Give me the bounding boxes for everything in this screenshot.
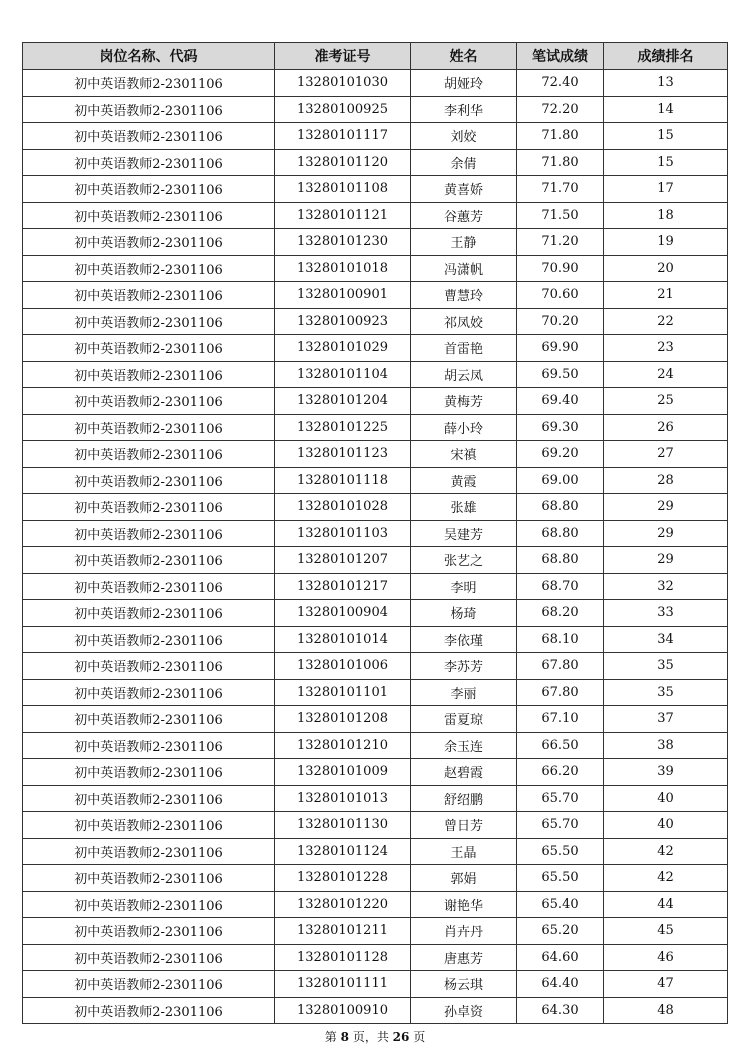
footer-suffix: 页 bbox=[413, 1030, 426, 1044]
cell-position: 初中英语教师2-2301106 bbox=[23, 467, 275, 494]
table-row bbox=[23, 176, 728, 203]
cell-score: 65.40 bbox=[517, 891, 604, 918]
cell-name: 黄霞 bbox=[411, 467, 517, 494]
cell-score: 71.70 bbox=[517, 176, 604, 203]
cell-score: 67.80 bbox=[517, 653, 604, 680]
cell-position: 初中英语教师2-2301106 bbox=[23, 308, 275, 335]
cell-rank: 27 bbox=[604, 441, 728, 468]
cell-exam-id: 13280101130 bbox=[275, 812, 411, 839]
cell-score: 69.40 bbox=[517, 388, 604, 415]
table-row bbox=[23, 255, 728, 282]
cell-exam-id: 13280101228 bbox=[275, 865, 411, 892]
cell-rank: 44 bbox=[604, 891, 728, 918]
cell-position: 初中英语教师2-2301106 bbox=[23, 679, 275, 706]
cell-score: 66.50 bbox=[517, 732, 604, 759]
cell-position: 初中英语教师2-2301106 bbox=[23, 865, 275, 892]
cell-rank: 42 bbox=[604, 865, 728, 892]
header-score: 笔试成绩 bbox=[517, 43, 604, 70]
table-row bbox=[23, 679, 728, 706]
cell-position: 初中英语教师2-2301106 bbox=[23, 891, 275, 918]
cell-exam-id: 13280101111 bbox=[275, 971, 411, 998]
footer-prefix: 第 bbox=[324, 1030, 337, 1044]
cell-position: 初中英语教师2-2301106 bbox=[23, 918, 275, 945]
table-row bbox=[23, 308, 728, 335]
cell-exam-id: 13280101121 bbox=[275, 202, 411, 229]
cell-rank: 29 bbox=[604, 547, 728, 574]
cell-score: 69.30 bbox=[517, 414, 604, 441]
table-row bbox=[23, 891, 728, 918]
cell-rank: 40 bbox=[604, 785, 728, 812]
cell-rank: 26 bbox=[604, 414, 728, 441]
cell-name: 李明 bbox=[411, 573, 517, 600]
cell-name: 舒绍鹏 bbox=[411, 785, 517, 812]
cell-exam-id: 13280101204 bbox=[275, 388, 411, 415]
cell-score: 67.80 bbox=[517, 679, 604, 706]
cell-rank: 20 bbox=[604, 255, 728, 282]
cell-exam-id: 13280101120 bbox=[275, 149, 411, 176]
cell-position: 初中英语教师2-2301106 bbox=[23, 123, 275, 150]
cell-score: 71.80 bbox=[517, 149, 604, 176]
cell-position: 初中英语教师2-2301106 bbox=[23, 547, 275, 574]
cell-position: 初中英语教师2-2301106 bbox=[23, 282, 275, 309]
cell-rank: 35 bbox=[604, 653, 728, 680]
cell-position: 初中英语教师2-2301106 bbox=[23, 997, 275, 1024]
cell-score: 64.60 bbox=[517, 944, 604, 971]
cell-rank: 38 bbox=[604, 732, 728, 759]
cell-score: 67.10 bbox=[517, 706, 604, 733]
table-row bbox=[23, 149, 728, 176]
footer-page-number: 8 bbox=[340, 1030, 349, 1044]
cell-rank: 47 bbox=[604, 971, 728, 998]
cell-position: 初中英语教师2-2301106 bbox=[23, 202, 275, 229]
cell-score: 68.10 bbox=[517, 626, 604, 653]
cell-score: 68.20 bbox=[517, 600, 604, 627]
header-name: 姓名 bbox=[411, 43, 517, 70]
cell-position: 初中英语教师2-2301106 bbox=[23, 229, 275, 256]
cell-rank: 23 bbox=[604, 335, 728, 362]
cell-score: 71.20 bbox=[517, 229, 604, 256]
cell-position: 初中英语教师2-2301106 bbox=[23, 361, 275, 388]
cell-exam-id: 13280100901 bbox=[275, 282, 411, 309]
cell-score: 68.80 bbox=[517, 547, 604, 574]
cell-exam-id: 13280101207 bbox=[275, 547, 411, 574]
cell-rank: 25 bbox=[604, 388, 728, 415]
cell-exam-id: 13280101104 bbox=[275, 361, 411, 388]
cell-name: 唐惠芳 bbox=[411, 944, 517, 971]
cell-score: 68.70 bbox=[517, 573, 604, 600]
cell-exam-id: 13280101123 bbox=[275, 441, 411, 468]
cell-score: 64.40 bbox=[517, 971, 604, 998]
cell-rank: 18 bbox=[604, 202, 728, 229]
cell-name: 谷蕙芳 bbox=[411, 202, 517, 229]
cell-score: 70.20 bbox=[517, 308, 604, 335]
table-row bbox=[23, 467, 728, 494]
cell-name: 黄喜娇 bbox=[411, 176, 517, 203]
table-row bbox=[23, 123, 728, 150]
cell-rank: 32 bbox=[604, 573, 728, 600]
table-row bbox=[23, 494, 728, 521]
page-footer bbox=[0, 1028, 750, 1045]
cell-exam-id: 13280101225 bbox=[275, 414, 411, 441]
cell-exam-id: 13280101018 bbox=[275, 255, 411, 282]
table-row bbox=[23, 759, 728, 786]
table-row bbox=[23, 706, 728, 733]
score-table-container bbox=[22, 42, 727, 1024]
cell-score: 71.80 bbox=[517, 123, 604, 150]
table-row bbox=[23, 520, 728, 547]
cell-rank: 28 bbox=[604, 467, 728, 494]
table-row bbox=[23, 388, 728, 415]
header-position: 岗位名称、代码 bbox=[23, 43, 275, 70]
cell-rank: 29 bbox=[604, 520, 728, 547]
cell-rank: 17 bbox=[604, 176, 728, 203]
cell-rank: 13 bbox=[604, 70, 728, 97]
footer-total-pages: 26 bbox=[392, 1030, 410, 1044]
table-row bbox=[23, 971, 728, 998]
table-row bbox=[23, 918, 728, 945]
cell-exam-id: 13280101230 bbox=[275, 229, 411, 256]
cell-name: 郭娟 bbox=[411, 865, 517, 892]
table-row bbox=[23, 626, 728, 653]
cell-exam-id: 13280100925 bbox=[275, 96, 411, 123]
cell-exam-id: 13280101108 bbox=[275, 176, 411, 203]
cell-position: 初中英语教师2-2301106 bbox=[23, 388, 275, 415]
table-row bbox=[23, 732, 728, 759]
cell-position: 初中英语教师2-2301106 bbox=[23, 176, 275, 203]
table-row bbox=[23, 414, 728, 441]
cell-score: 65.50 bbox=[517, 865, 604, 892]
table-row bbox=[23, 441, 728, 468]
cell-name: 吴建芳 bbox=[411, 520, 517, 547]
table-row bbox=[23, 944, 728, 971]
cell-rank: 22 bbox=[604, 308, 728, 335]
cell-rank: 37 bbox=[604, 706, 728, 733]
cell-position: 初中英语教师2-2301106 bbox=[23, 494, 275, 521]
cell-score: 71.50 bbox=[517, 202, 604, 229]
cell-position: 初中英语教师2-2301106 bbox=[23, 944, 275, 971]
cell-position: 初中英语教师2-2301106 bbox=[23, 441, 275, 468]
cell-position: 初中英语教师2-2301106 bbox=[23, 149, 275, 176]
cell-exam-id: 13280101117 bbox=[275, 123, 411, 150]
cell-score: 68.80 bbox=[517, 494, 604, 521]
cell-name: 余玉连 bbox=[411, 732, 517, 759]
cell-score: 65.70 bbox=[517, 785, 604, 812]
cell-name: 王晶 bbox=[411, 838, 517, 865]
cell-rank: 15 bbox=[604, 123, 728, 150]
cell-score: 65.20 bbox=[517, 918, 604, 945]
cell-rank: 46 bbox=[604, 944, 728, 971]
cell-exam-id: 13280101029 bbox=[275, 335, 411, 362]
cell-position: 初中英语教师2-2301106 bbox=[23, 70, 275, 97]
table-row bbox=[23, 547, 728, 574]
table-row bbox=[23, 600, 728, 627]
cell-rank: 15 bbox=[604, 149, 728, 176]
table-row bbox=[23, 573, 728, 600]
cell-position: 初中英语教师2-2301106 bbox=[23, 759, 275, 786]
cell-score: 68.80 bbox=[517, 520, 604, 547]
cell-position: 初中英语教师2-2301106 bbox=[23, 520, 275, 547]
cell-name: 刘姣 bbox=[411, 123, 517, 150]
cell-position: 初中英语教师2-2301106 bbox=[23, 812, 275, 839]
cell-position: 初中英语教师2-2301106 bbox=[23, 732, 275, 759]
cell-name: 谢艳华 bbox=[411, 891, 517, 918]
cell-name: 胡云凤 bbox=[411, 361, 517, 388]
cell-exam-id: 13280101030 bbox=[275, 70, 411, 97]
table-row bbox=[23, 229, 728, 256]
cell-rank: 34 bbox=[604, 626, 728, 653]
cell-name: 薛小玲 bbox=[411, 414, 517, 441]
cell-name: 余倩 bbox=[411, 149, 517, 176]
cell-name: 王静 bbox=[411, 229, 517, 256]
cell-exam-id: 13280101013 bbox=[275, 785, 411, 812]
table-row bbox=[23, 361, 728, 388]
cell-exam-id: 13280101118 bbox=[275, 467, 411, 494]
cell-exam-id: 13280101217 bbox=[275, 573, 411, 600]
footer-middle: 页，共 bbox=[352, 1030, 389, 1044]
header-rank: 成绩排名 bbox=[604, 43, 728, 70]
cell-exam-id: 13280101103 bbox=[275, 520, 411, 547]
cell-rank: 24 bbox=[604, 361, 728, 388]
cell-rank: 21 bbox=[604, 282, 728, 309]
table-row bbox=[23, 282, 728, 309]
table-row bbox=[23, 865, 728, 892]
table-row bbox=[23, 653, 728, 680]
cell-position: 初中英语教师2-2301106 bbox=[23, 971, 275, 998]
cell-score: 72.20 bbox=[517, 96, 604, 123]
cell-exam-id: 13280101006 bbox=[275, 653, 411, 680]
cell-rank: 19 bbox=[604, 229, 728, 256]
table-row bbox=[23, 96, 728, 123]
cell-score: 64.30 bbox=[517, 997, 604, 1024]
cell-rank: 45 bbox=[604, 918, 728, 945]
cell-rank: 29 bbox=[604, 494, 728, 521]
table-row bbox=[23, 335, 728, 362]
cell-score: 69.20 bbox=[517, 441, 604, 468]
cell-rank: 33 bbox=[604, 600, 728, 627]
cell-name: 李依瑾 bbox=[411, 626, 517, 653]
cell-position: 初中英语教师2-2301106 bbox=[23, 600, 275, 627]
cell-score: 70.60 bbox=[517, 282, 604, 309]
cell-score: 69.00 bbox=[517, 467, 604, 494]
cell-score: 69.90 bbox=[517, 335, 604, 362]
cell-rank: 48 bbox=[604, 997, 728, 1024]
cell-rank: 42 bbox=[604, 838, 728, 865]
cell-position: 初中英语教师2-2301106 bbox=[23, 785, 275, 812]
cell-position: 初中英语教师2-2301106 bbox=[23, 414, 275, 441]
cell-name: 李丽 bbox=[411, 679, 517, 706]
cell-position: 初中英语教师2-2301106 bbox=[23, 573, 275, 600]
table-body bbox=[23, 70, 728, 1024]
cell-position: 初中英语教师2-2301106 bbox=[23, 653, 275, 680]
header-exam-id: 准考证号 bbox=[275, 43, 411, 70]
cell-exam-id: 13280101208 bbox=[275, 706, 411, 733]
cell-name: 宋禛 bbox=[411, 441, 517, 468]
table-row bbox=[23, 812, 728, 839]
cell-score: 65.70 bbox=[517, 812, 604, 839]
cell-position: 初中英语教师2-2301106 bbox=[23, 255, 275, 282]
cell-exam-id: 13280101014 bbox=[275, 626, 411, 653]
cell-name: 祁凤姣 bbox=[411, 308, 517, 335]
cell-name: 肖卉丹 bbox=[411, 918, 517, 945]
cell-name: 黄梅芳 bbox=[411, 388, 517, 415]
cell-name: 冯潇帆 bbox=[411, 255, 517, 282]
cell-name: 曾日芳 bbox=[411, 812, 517, 839]
cell-position: 初中英语教师2-2301106 bbox=[23, 706, 275, 733]
cell-name: 张雄 bbox=[411, 494, 517, 521]
cell-rank: 40 bbox=[604, 812, 728, 839]
cell-score: 65.50 bbox=[517, 838, 604, 865]
table-row bbox=[23, 785, 728, 812]
cell-exam-id: 13280101124 bbox=[275, 838, 411, 865]
cell-name: 杨琦 bbox=[411, 600, 517, 627]
cell-name: 胡娅玲 bbox=[411, 70, 517, 97]
cell-rank: 35 bbox=[604, 679, 728, 706]
table-row bbox=[23, 997, 728, 1024]
cell-exam-id: 13280100904 bbox=[275, 600, 411, 627]
cell-exam-id: 13280101210 bbox=[275, 732, 411, 759]
table-row bbox=[23, 70, 728, 97]
cell-score: 72.40 bbox=[517, 70, 604, 97]
cell-exam-id: 13280101009 bbox=[275, 759, 411, 786]
cell-rank: 39 bbox=[604, 759, 728, 786]
cell-position: 初中英语教师2-2301106 bbox=[23, 626, 275, 653]
cell-name: 赵碧霞 bbox=[411, 759, 517, 786]
cell-exam-id: 13280101128 bbox=[275, 944, 411, 971]
cell-exam-id: 13280100910 bbox=[275, 997, 411, 1024]
table-row bbox=[23, 202, 728, 229]
cell-name: 曹慧玲 bbox=[411, 282, 517, 309]
cell-name: 雷夏琼 bbox=[411, 706, 517, 733]
cell-position: 初中英语教师2-2301106 bbox=[23, 96, 275, 123]
cell-exam-id: 13280100923 bbox=[275, 308, 411, 335]
cell-position: 初中英语教师2-2301106 bbox=[23, 335, 275, 362]
cell-name: 首雷艳 bbox=[411, 335, 517, 362]
table-header-row bbox=[23, 43, 728, 70]
cell-name: 孙卓资 bbox=[411, 997, 517, 1024]
cell-exam-id: 13280101220 bbox=[275, 891, 411, 918]
cell-score: 69.50 bbox=[517, 361, 604, 388]
cell-exam-id: 13280101101 bbox=[275, 679, 411, 706]
cell-name: 张艺之 bbox=[411, 547, 517, 574]
cell-name: 杨云琪 bbox=[411, 971, 517, 998]
cell-exam-id: 13280101028 bbox=[275, 494, 411, 521]
cell-name: 李苏芳 bbox=[411, 653, 517, 680]
cell-score: 70.90 bbox=[517, 255, 604, 282]
cell-position: 初中英语教师2-2301106 bbox=[23, 838, 275, 865]
cell-rank: 14 bbox=[604, 96, 728, 123]
cell-score: 66.20 bbox=[517, 759, 604, 786]
score-table bbox=[22, 42, 728, 1024]
cell-name: 李利华 bbox=[411, 96, 517, 123]
cell-exam-id: 13280101211 bbox=[275, 918, 411, 945]
table-row bbox=[23, 838, 728, 865]
